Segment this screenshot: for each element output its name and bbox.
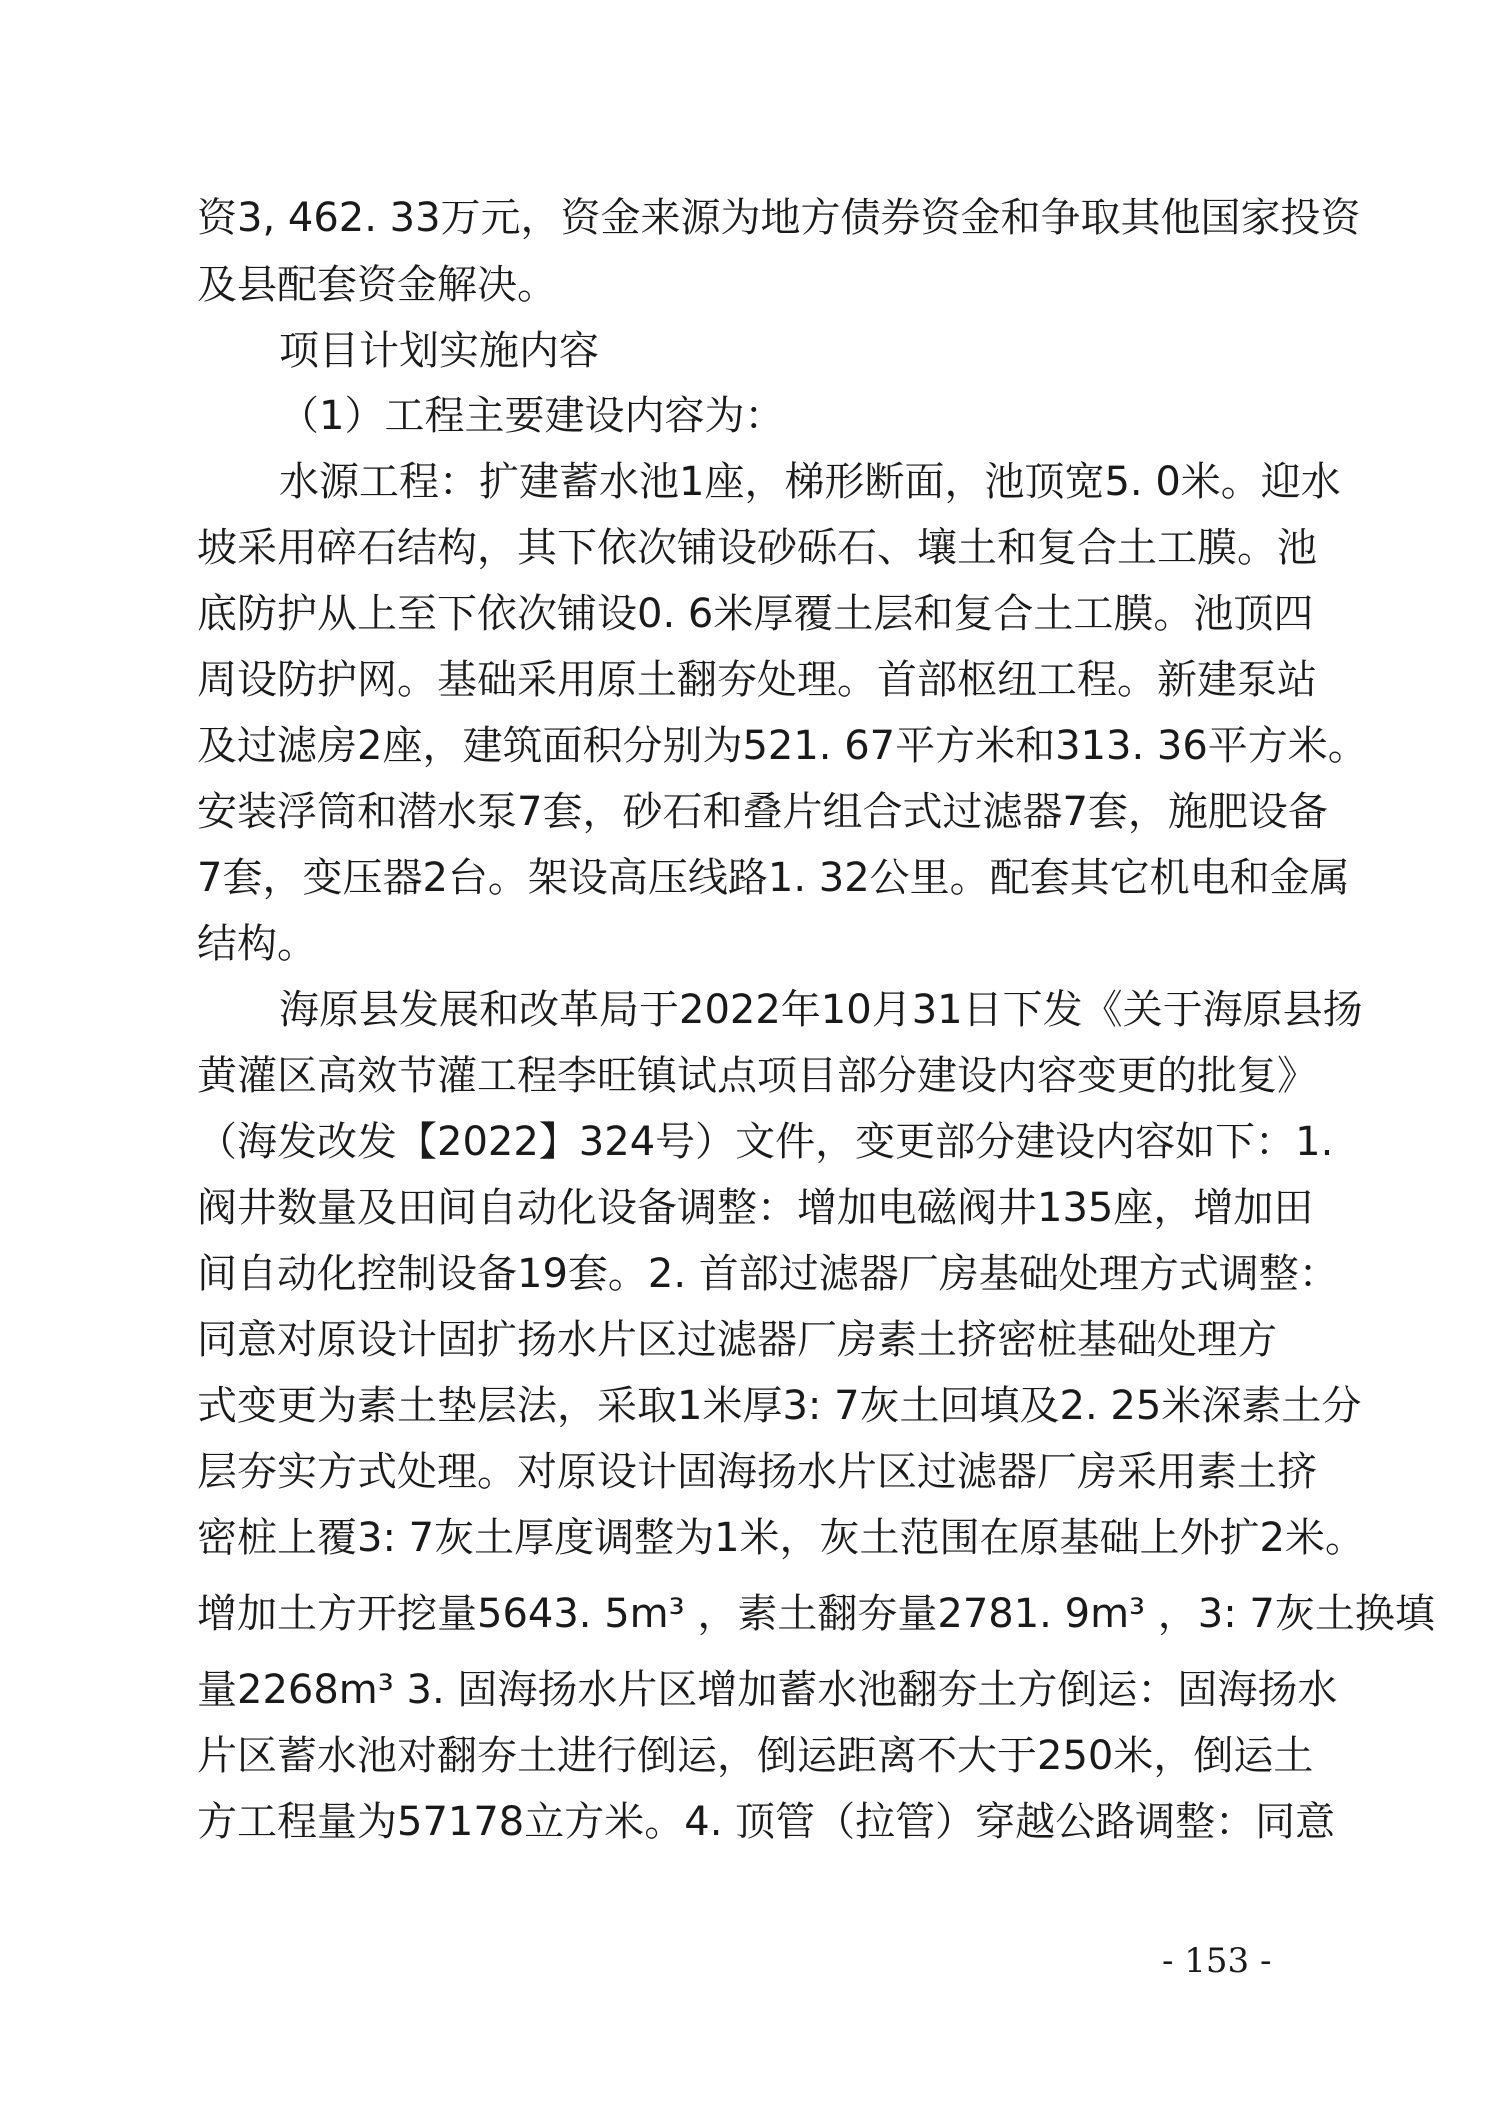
text-line-17: 间自动化控制设备19套。2. 首部过滤器厂房基础处理方式调整：	[197, 1251, 1339, 1297]
text-line-21: 密桩上覆3: 7灰土厚度调整为1米，灰土范围在原基础上外扩2米。	[197, 1515, 1365, 1561]
subsection-heading: （1）工程主要建设内容为：	[279, 393, 785, 439]
text-line-1: 资3, 462. 33万元，资金来源为地方债券资金和争取其他国家投资	[197, 195, 1361, 241]
text-line-25: 方工程量为57178立方米。4. 顶管（拉管）穿越公路调整：同意	[197, 1799, 1336, 1845]
text-line-10: 安装浮筒和潜水泵7套，砂石和叠片组合式过滤器7套，施肥设备	[197, 789, 1328, 835]
text-line-22: 增加土方开挖量5643. 5m³ ，素土翻夯量2781. 9m³ ，3: 7灰土换填	[197, 1591, 1435, 1637]
page-number: - 153 -	[1162, 1941, 1272, 1981]
text-line-24: 片区蓄水池对翻夯土进行倒运，倒运距离不大于250米，倒运土	[197, 1733, 1314, 1779]
section-heading: 项目计划实施内容	[279, 328, 599, 374]
text-line-5: 水源工程：扩建蓄水池1座，梯形断面，池顶宽5. 0米。迎水	[279, 459, 1341, 505]
text-line-23: 量2268m³ 3. 固海扬水片区增加蓄水池翻夯土方倒运：固海扬水	[197, 1667, 1338, 1713]
text-line-19: 式变更为素土垫层法，采取1米厚3: 7灰土回填及2. 25米深素土分	[197, 1383, 1362, 1429]
text-line-8: 周设防护网。基础采用原土翻夯处理。首部枢纽工程。新建泵站	[197, 657, 1317, 703]
text-line-14: 黄灌区高效节灌工程李旺镇试点项目部分建设内容变更的批复》	[197, 1053, 1317, 1099]
text-line-12: 结构。	[197, 921, 317, 967]
text-line-7: 底防护从上至下依次铺设0. 6米厚覆土层和复合土工膜。池顶四	[197, 591, 1314, 637]
text-line-9: 及过滤房2座，建筑面积分别为521. 67平方米和313. 36平方米。	[197, 723, 1368, 769]
text-line-13: 海原县发展和改革局于2022年10月31日下发《关于海原县扬	[279, 987, 1363, 1033]
text-line-11: 7套，变压器2台。架设高压线路1. 32公里。配套其它机电和金属	[197, 855, 1350, 901]
text-line-18: 同意对原设计固扩扬水片区过滤器厂房素土挤密桩基础处理方	[197, 1317, 1277, 1363]
text-line-2: 及县配套资金解决。	[197, 262, 557, 308]
text-line-15: （海发改发【2022】324号）文件，变更部分建设内容如下：1.	[197, 1119, 1334, 1165]
text-line-6: 坡采用碎石结构，其下依次铺设砂砾石、壤土和复合土工膜。池	[197, 525, 1317, 571]
text-line-16: 阀井数量及田间自动化设备调整：增加电磁阀井135座，增加田	[197, 1185, 1314, 1231]
text-line-20: 层夯实方式处理。对原设计固海扬水片区过滤器厂房采用素土挤	[197, 1449, 1317, 1495]
